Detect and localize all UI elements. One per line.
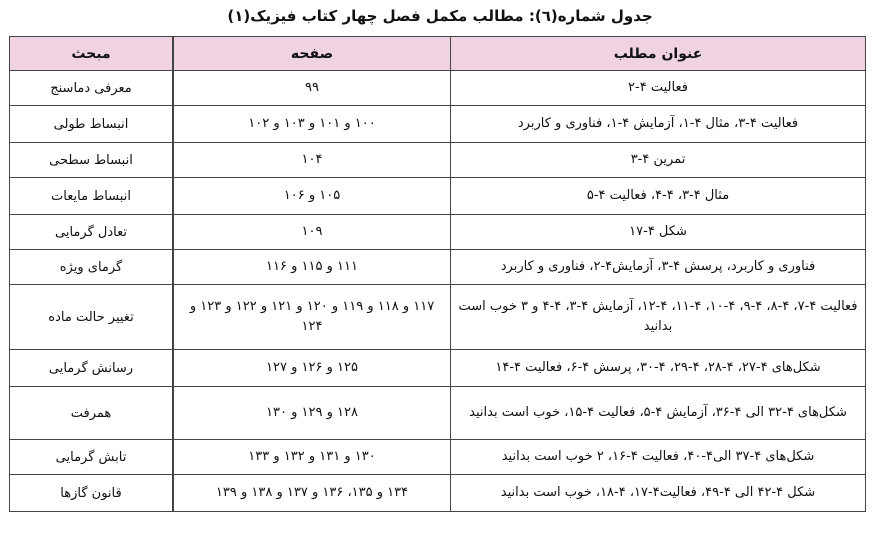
cell-title: شکل ۴-۴۲ الی ۴-۴۹، فعالیت۴-۱۷، ۴-۱۸، خوب است بدانید bbox=[451, 475, 866, 512]
table-row bbox=[174, 106, 866, 143]
table-row bbox=[174, 178, 866, 215]
cell-title: شکل‌های ۴-۲۷، ۴-۲۸، ۴-۲۹، ۴-۳۰، پرسش ۴-۶، فعالیت ۴-۱۴ bbox=[451, 350, 866, 387]
table-row bbox=[174, 440, 866, 475]
topic-row bbox=[10, 440, 173, 475]
cell-title: شکل‌های ۴-۳۷ الی۴-۴۰، فعالیت ۴-۱۶، ۲ خوب است بدانید bbox=[451, 440, 866, 475]
cell-title: فناوری و کاربرد، پرسش ۴-۳، آزمایش۴-۲، فناوری و کاربرد bbox=[451, 250, 866, 285]
cell-topic: تعادل گرمایی bbox=[10, 215, 173, 250]
table-row bbox=[174, 350, 866, 387]
cell-topic: رسانش گرمایی bbox=[10, 350, 173, 387]
table-caption: جدول شماره(٦): مطالب مکمل فصل چهار کتاب فیزیک(١) bbox=[227, 7, 653, 25]
cell-page: ۱۱۱ و ۱۱۵ و ۱۱۶ bbox=[174, 250, 451, 285]
cell-topic: انبساط طولی bbox=[10, 106, 173, 143]
header-topic: مبحث bbox=[10, 37, 173, 71]
cell-title: فعالیت ۴-۳، مثال ۴-۱، آزمایش ۴-۱، فناوری و کاربرد bbox=[451, 106, 866, 143]
supplementary-table bbox=[173, 36, 866, 512]
topic-row bbox=[10, 106, 173, 143]
topic-column bbox=[9, 36, 173, 512]
cell-topic: انبساط مایعات bbox=[10, 178, 173, 215]
topic-row bbox=[10, 71, 173, 106]
topic-row bbox=[10, 475, 173, 512]
table-header-row bbox=[174, 37, 866, 71]
cell-title: شکل‌های ۴-۳۲ الی ۴-۳۶، آزمایش ۴-۵، فعالیت ۴-۱۵، خوب است بدانید bbox=[451, 387, 866, 440]
header-page: صفحه bbox=[174, 37, 451, 71]
cell-page: ۱۳۰ و ۱۳۱ و ۱۳۲ و ۱۳۳ bbox=[174, 440, 451, 475]
cell-title: تمرین ۴-۳ bbox=[451, 143, 866, 178]
table-row bbox=[174, 215, 866, 250]
cell-page: ۱۰۴ bbox=[174, 143, 451, 178]
cell-topic: گرمای ویژه bbox=[10, 250, 173, 285]
topic-row bbox=[10, 215, 173, 250]
cell-topic: همرفت bbox=[10, 387, 173, 440]
cell-page: ۱۰۰ و ۱۰۱ و ۱۰۳ و ۱۰۲ bbox=[174, 106, 451, 143]
topic-row bbox=[10, 285, 173, 350]
table-row bbox=[174, 475, 866, 512]
cell-topic: قانون گازها bbox=[10, 475, 173, 512]
topic-row bbox=[10, 350, 173, 387]
cell-page: ۱۲۵ و ۱۲۶ و ۱۲۷ bbox=[174, 350, 451, 387]
topic-row bbox=[10, 143, 173, 178]
topic-row bbox=[10, 178, 173, 215]
cell-title: فعالیت ۴-۷، ۴-۸، ۴-۹، ۴-۱۰، ۴-۱۱، ۴-۱۲، آزمایش ۴-۳، ۴-۴ و ۳ خوب است بدانید bbox=[451, 285, 866, 350]
topic-row bbox=[10, 387, 173, 440]
cell-page: ۹۹ bbox=[174, 71, 451, 106]
cell-topic: تغییر حالت ماده bbox=[10, 285, 173, 350]
cell-title: فعالیت ۴-۲ bbox=[451, 71, 866, 106]
header-title: عنوان مطلب bbox=[451, 37, 866, 71]
cell-topic: انبساط سطحی bbox=[10, 143, 173, 178]
cell-page: ۱۳۴ و ۱۳۵، ۱۳۶ و ۱۳۷ و ۱۳۸ و ۱۳۹ bbox=[174, 475, 451, 512]
table-row bbox=[174, 285, 866, 350]
cell-page: ۱۰۵ و ۱۰۶ bbox=[174, 178, 451, 215]
table-row bbox=[174, 71, 866, 106]
table-row bbox=[174, 387, 866, 440]
cell-page: ۱۰۹ bbox=[174, 215, 451, 250]
table-row bbox=[174, 143, 866, 178]
topic-row bbox=[10, 250, 173, 285]
cell-topic: معرفی دماسنج bbox=[10, 71, 173, 106]
topic-header-row bbox=[10, 37, 173, 71]
cell-page: ۱۲۸ و ۱۲۹ و ۱۳۰ bbox=[174, 387, 451, 440]
table-row bbox=[174, 250, 866, 285]
cell-topic: تابش گرمایی bbox=[10, 440, 173, 475]
cell-title: شکل ۴-۱۷ bbox=[451, 215, 866, 250]
cell-title: مثال ۴-۳، ۴-۴، فعالیت ۴-۵ bbox=[451, 178, 866, 215]
cell-page: ۱۱۷ و ۱۱۸ و ۱۱۹ و ۱۲۰ و ۱۲۱ و ۱۲۲ و ۱۲۳ و ۱۲۴ bbox=[174, 285, 451, 350]
